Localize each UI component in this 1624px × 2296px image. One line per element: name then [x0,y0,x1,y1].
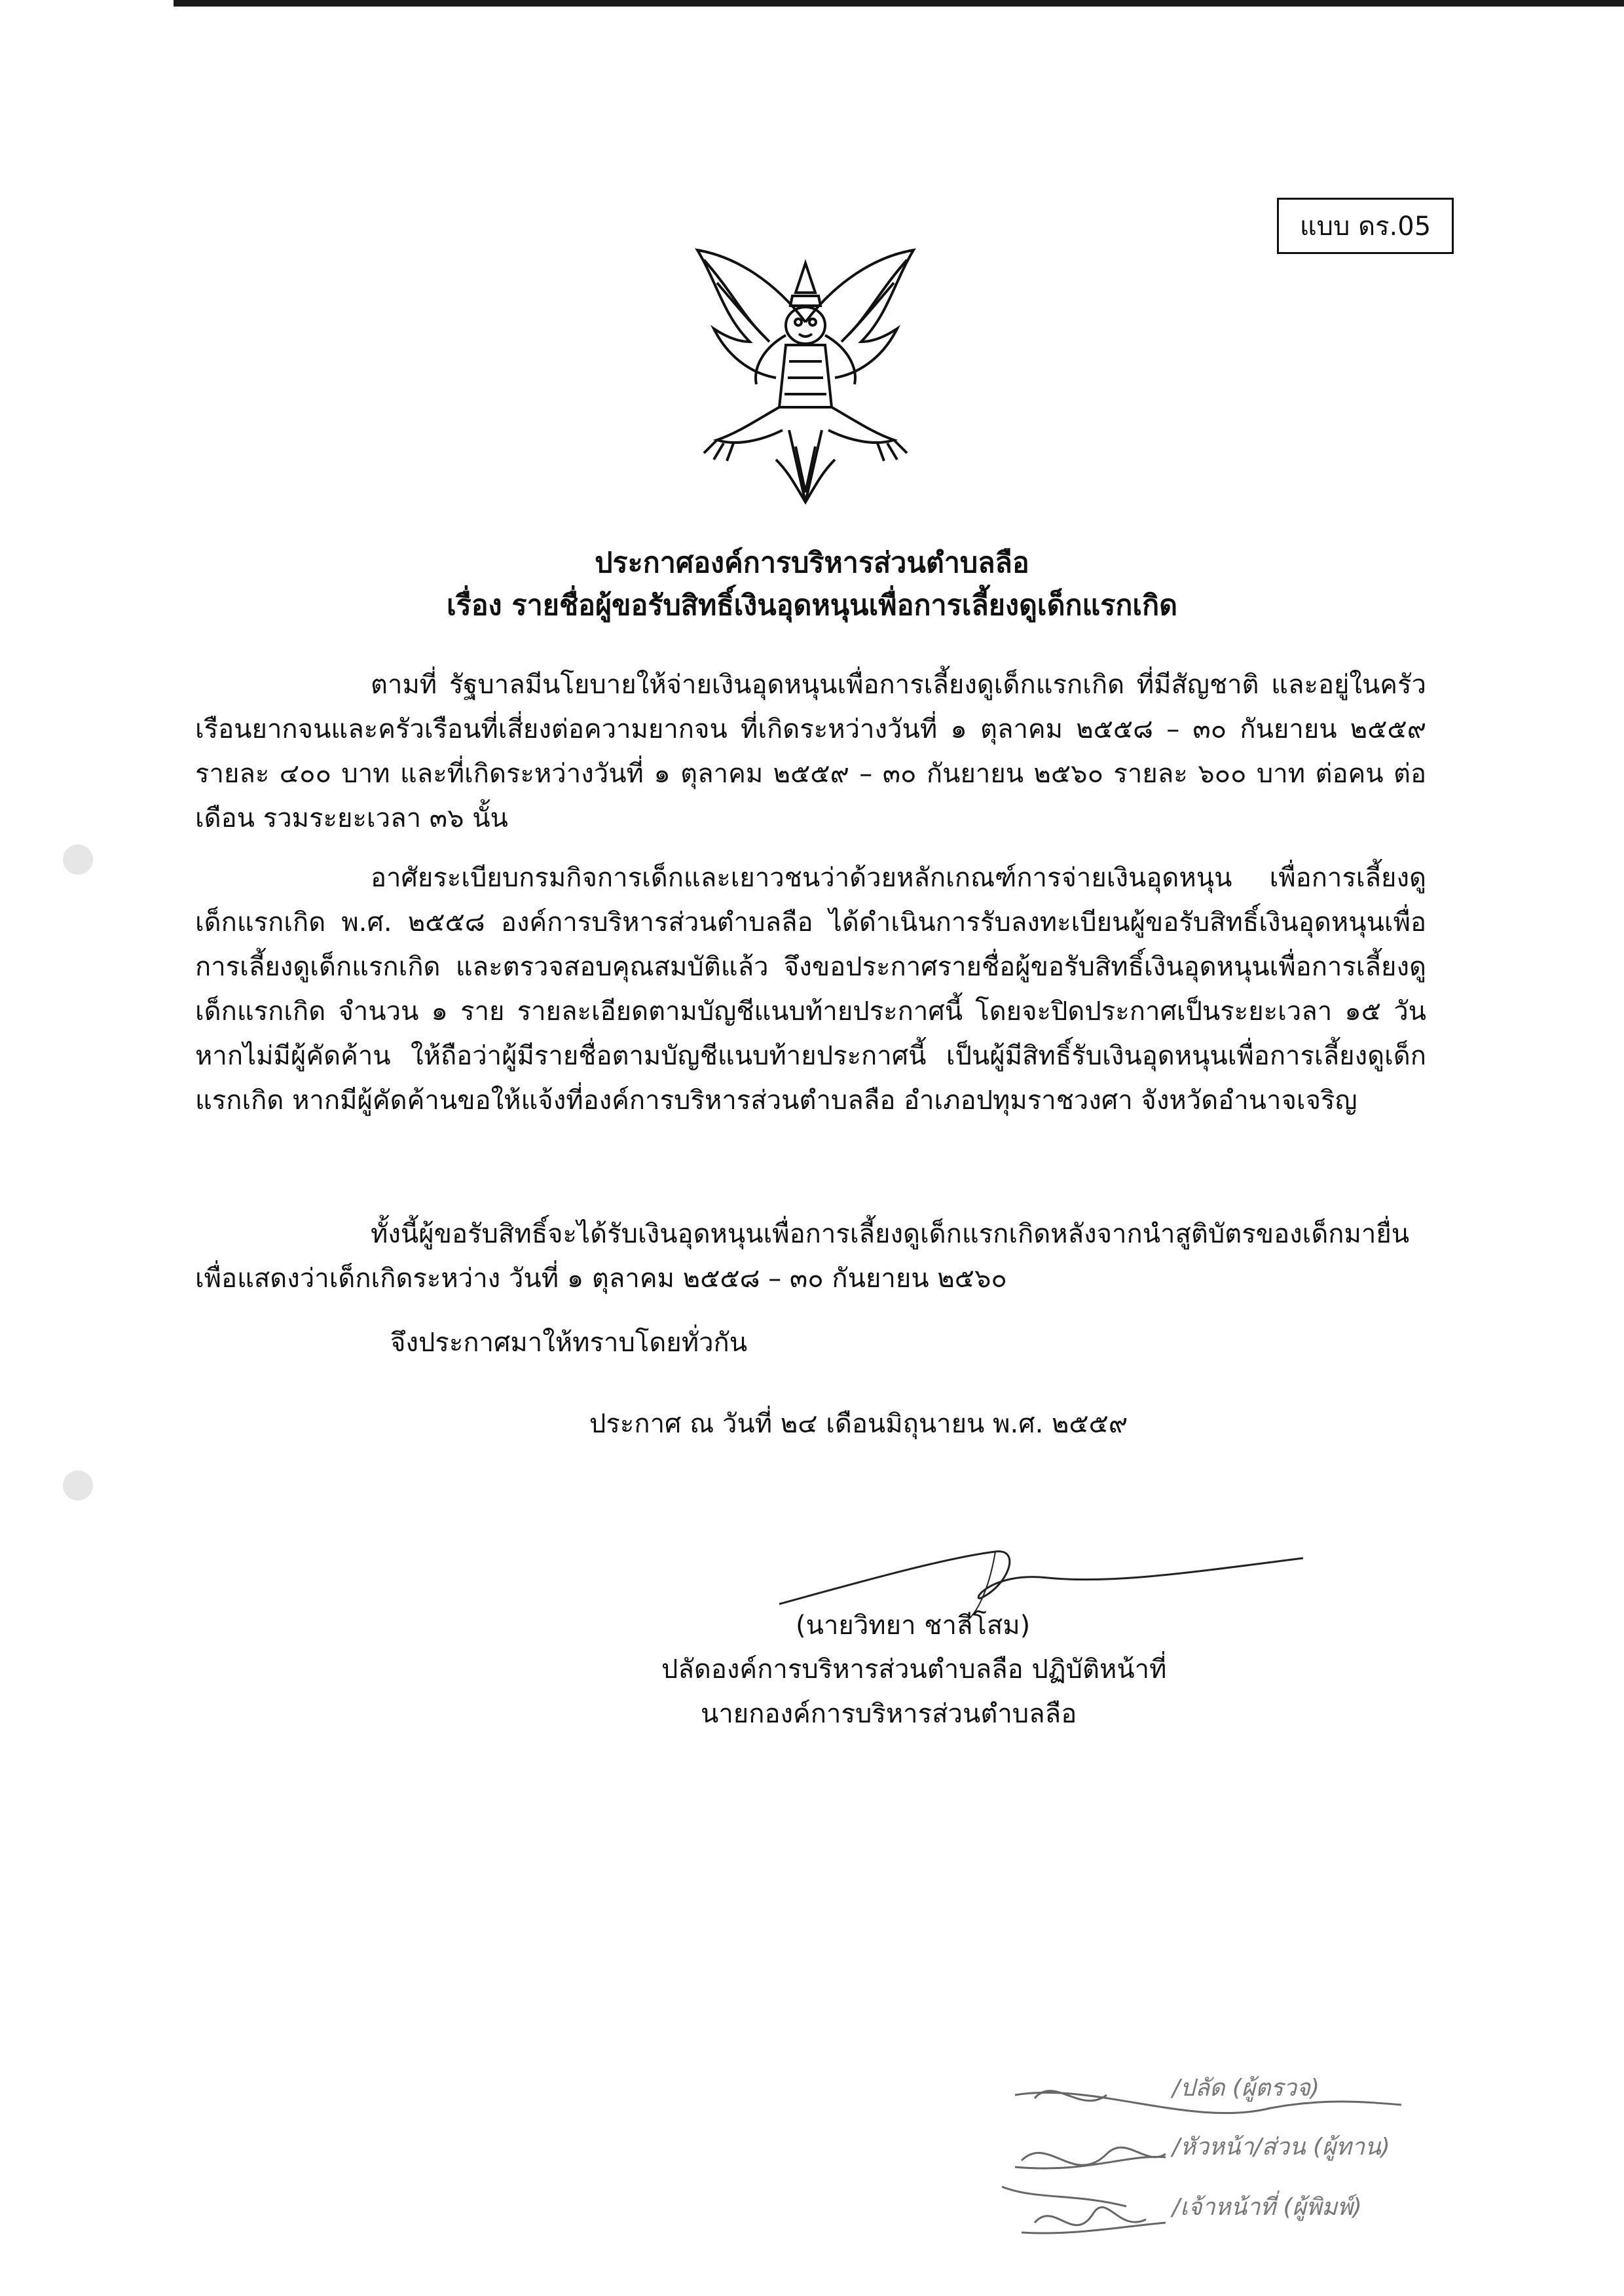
signer-position-acting: ปลัดองค์การบริหารส่วนตำบลลือ ปฏิบัติหน้าที่ [661,1654,1167,1685]
paragraph-conditions-text: ทั้งนี้ผู้ขอรับสิทธิ์จะได้รับเงินอุดหนุนเพื่อการเลี้ยงดูเด็กแรกเกิดหลังจากนำสูติบัตรของเด็กมายื่นเพื่อแสดงว่าเด็กเกิดระหว่าง วันที่ ๑ ตุลาคม ๒๕๕๘ – ๓๐ กันยายน ๒๕๖๐ [195,1219,1410,1294]
garuda-emblem [678,244,933,512]
stamp-reviewer-line: /ปลัด (ผู้ตรวจ) [1172,2075,1320,2102]
closing-statement: จึงประกาศมาให้ทราบโดยทั่วกัน [390,1328,748,1358]
paragraph-regulation-text: อาศัยระเบียบกรมกิจการเด็กและเยาวชนว่าด้วยหลักเกณฑ์การจ่ายเงินอุดหนุน เพื่อการเลี้ยงดูเด็กแรกเกิด พ.ศ. ๒๕๕๘ องค์การบริหารส่วนตำบลลือ ได้ดำเนินการรับลงทะเบียนผู้ขอรับสิทธิ์เงินอุดหนุนเพื่อการเลี้ยงดูเด็กแรกเกิด และตรวจสอบคุณสมบัติแล้ว จึงขอประกาศรายชื่อผู้ขอรับสิทธิ์เงินอุดหนุนเพื่อการเลี้ยงดูเด็กแรกเกิด จำนวน ๑ ราย รายละเอียดตามบัญชีแนบท้ายประกาศนี้ โดยจะปิดประกาศเป็นระยะเวลา ๑๕ วัน หากไม่มีผู้คัดค้าน ให้ถือว่าผู้มีรายชื่อตามบัญชีแนบท้ายประกาศนี้ เป็นผู้มีสิทธิ์รับเงินอุดหนุนเพื่อการเลี้ยงดูเด็กแรกเกิด หากมีผู้คัดค้านขอให้แจ้งที่องค์การบริหารส่วนตำบลลือ อำเภอปทุมราชวงศา จังหวัดอำนาจเจริญ [195,863,1426,1116]
stamp-typist-line: /เจ้าหน้าที่ (ผู้พิมพ์) [1172,2194,1362,2221]
paragraph-conditions [195,1212,1426,1301]
announcement-title: ประกาศองค์การบริหารส่วนตำบลลือ [595,547,1029,579]
paragraph-policy [195,663,1426,841]
punch-hole-upper [63,845,93,875]
stamp-head-line: /หัวหน้า/ส่วน (ผู้ทาน) [1172,2134,1390,2160]
paragraph-policy-text: ตามที่ รัฐบาลมีนโยบายให้จ่ายเงินอุดหนุนเพื่อการเลี้ยงดูเด็กแรกเกิด ที่มีสัญชาติ และอยู่ในครัวเรือนยากจนและครัวเรือนที่เสี่ยงต่อความยากจน ที่เกิดระหว่างวันที่ ๑ ตุลาคม ๒๕๕๘ – ๓๐ กันยายน ๒๕๕๙ รายละ ๔๐๐ บาท และที่เกิดระหว่างวันที่ ๑ ตุลาคม ๒๕๕๙ – ๓๐ กันยายน ๒๕๖๐ รายละ ๖๐๐ บาท ต่อคน ต่อเดือน รวมระยะเวลา ๓๖ นั้น [195,670,1426,833]
announcement-subject: เรื่อง รายชื่อผู้ขอรับสิทธิ์เงินอุดหนุนเพื่อการเลี้ยงดูเด็กแรกเกิด [446,589,1178,622]
announcement-date: ประกาศ ณ วันที่ ๒๔ เดือนมิถุนายน พ.ศ. ๒๕๕๙ [589,1409,1128,1439]
punch-hole-lower [63,1470,93,1501]
form-code-box: แบบ ดร.05 [1277,198,1454,254]
paragraph-regulation [195,856,1426,1123]
signer-position-title: นายกองค์การบริหารส่วนตำบลลือ [701,1699,1077,1729]
signer-name: (นายวิทยา ชาลีโสม) [796,1611,1031,1641]
top-border-line [174,0,1624,7]
